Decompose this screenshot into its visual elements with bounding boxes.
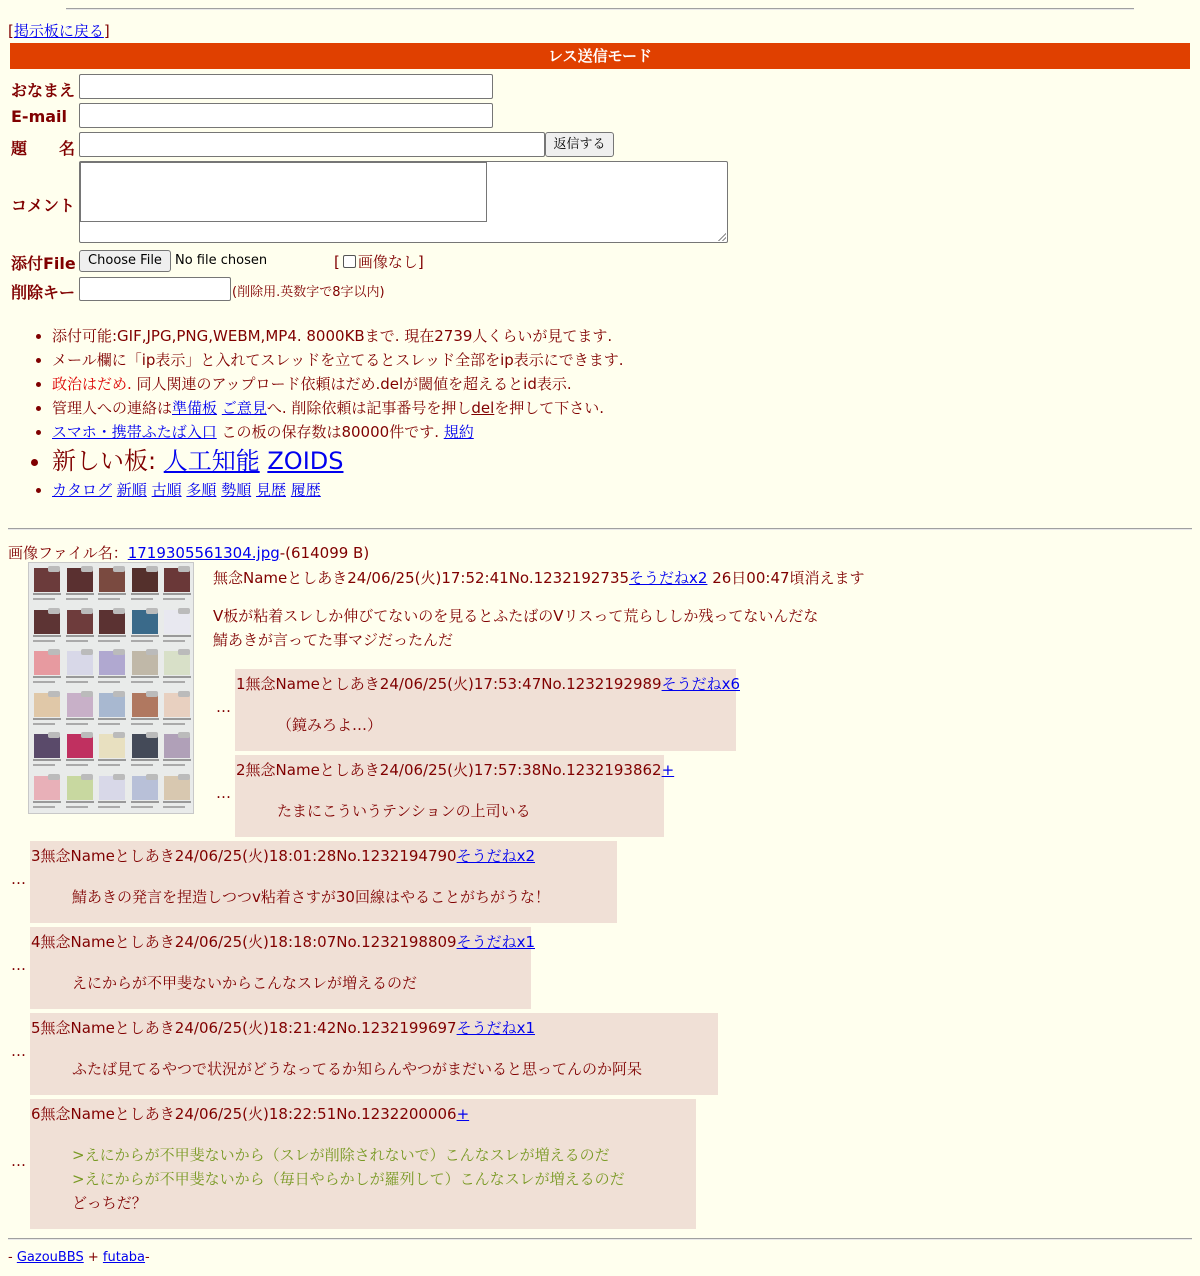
thumbnail-cell — [162, 732, 192, 770]
bottom-divider — [8, 1238, 1192, 1240]
footer: - GazouBBS + futaba- — [8, 1250, 150, 1265]
thumbnail-cell — [97, 608, 127, 646]
thumbnail-cell — [32, 732, 62, 770]
reply-header: 4無念Nameとしあき24/06/25(火)18:18:07No.1232198809そうだねx1 — [31, 933, 535, 951]
reply-sodane-link[interactable]: そうだねx1 — [456, 1019, 535, 1037]
thumbnail-cell — [32, 649, 62, 687]
op-thumbnail-image[interactable] — [28, 562, 194, 814]
note-rules: • 政治はだめ. 同人関連のアップロード依頼はだめ.delが閾値を超えるとid表示. — [52, 372, 1152, 396]
delete-key-input[interactable] — [79, 277, 231, 301]
thumbnail-cell — [97, 774, 127, 812]
thumbnail-cell — [130, 649, 160, 687]
reply-body — [72, 971, 417, 995]
reply-ellipsis: … — [11, 1152, 26, 1170]
thumbnail-cell — [130, 566, 160, 604]
image-file-link[interactable]: 1719305561304.jpg — [127, 544, 280, 562]
body-line: （鏡みろよ…） — [277, 716, 383, 734]
reply-sodane-link[interactable]: そうだねx2 — [456, 847, 535, 865]
board-notes — [28, 324, 1152, 502]
terms-link[interactable]: 規約 — [443, 423, 474, 441]
op-sodane-link[interactable]: そうだねx2 — [629, 569, 708, 587]
comment-inner-box — [80, 162, 487, 222]
zoids-board-link[interactable]: ZOIDS — [267, 447, 344, 475]
reply-body — [72, 1057, 642, 1081]
thumbnail-cell — [97, 566, 127, 604]
delete-key-note: (削除用.英数字で8字以内) — [232, 285, 385, 300]
reply-sodane-link[interactable]: そうだねx6 — [661, 675, 740, 693]
prep-board-link[interactable]: 準備板 — [172, 399, 218, 417]
choose-file-button[interactable]: Choose File — [79, 250, 171, 272]
mid-divider — [8, 528, 1192, 530]
thumbnail-cell — [162, 608, 192, 646]
quote-line: >えにからが不甲斐ないから（スレが削除されないで）こんなスレが増えるのだ — [72, 1146, 610, 1164]
back-to-board-link[interactable]: 掲示板に戻る — [13, 22, 104, 40]
catalog-link[interactable]: カタログ — [52, 481, 113, 499]
email-input[interactable] — [79, 103, 493, 128]
thumbnail-cell — [65, 732, 95, 770]
back-nav: [掲示板に戻る] — [8, 22, 110, 40]
submit-reply-button[interactable]: 返信する — [545, 132, 614, 157]
thumbnail-cell — [130, 691, 160, 729]
thumbnail-cell — [130, 774, 160, 812]
thumbnail-cell — [65, 691, 95, 729]
reply-body — [72, 1143, 625, 1215]
resize-grip-icon[interactable] — [718, 233, 726, 241]
image-file-info: 画像ファイル名：1719305561304.jpg-(614099 B) — [8, 544, 370, 562]
reply-sodane-link[interactable]: そうだねx1 — [456, 933, 535, 951]
op-header: 無念Nameとしあき24/06/25(火)17:52:41No.1232192735そうだねx2 26日00:47頃消えます — [213, 569, 865, 587]
note-mobile: • スマホ・携帯ふたば入口 この板の保存数は80000件です. 規約 — [52, 420, 1152, 444]
no-image-option: [ 画像なし] — [334, 253, 424, 271]
reply-sodane-link[interactable]: + — [661, 761, 675, 779]
reply-ellipsis: … — [216, 698, 231, 716]
reply-header: 2無念Nameとしあき24/06/25(火)17:57:38No.1232193862+ — [236, 761, 675, 779]
reply-post — [235, 669, 740, 751]
quote-line: >えにからが不甲斐ないから（毎日やらかしが羅列して）こんなスレが増えるのだ — [72, 1170, 625, 1188]
thumbnail-cell — [162, 774, 192, 812]
sort-new-link[interactable]: 新順 — [116, 481, 147, 499]
reply-sodane-link[interactable]: + — [456, 1105, 470, 1123]
thumbnail-cell — [65, 566, 95, 604]
thumbnail-cell — [65, 774, 95, 812]
body-line: えにからが不甲斐ないからこんなスレが増えるのだ — [72, 974, 418, 992]
no-image-label: 画像なし — [357, 253, 418, 271]
gazoubbs-link[interactable]: GazouBBS — [16, 1250, 84, 1265]
body-line: たまにこういうテンションの上司いる — [277, 802, 531, 820]
reply-header: 1無念Nameとしあき24/06/25(火)17:53:47No.1232192989そうだねx6 — [236, 675, 740, 693]
thumbnail-cell — [97, 732, 127, 770]
sort-old-link[interactable]: 古順 — [151, 481, 182, 499]
thumbnail-cell — [162, 649, 192, 687]
body-line: ふたば見てるやつで状況がどうなってるか知らんやつがまだいると思ってんのか阿呆 — [72, 1060, 643, 1078]
thumbnail-cell — [130, 608, 160, 646]
comment-textarea[interactable] — [79, 161, 728, 243]
body-line: どっちだ？ — [72, 1194, 147, 1212]
reply-header: 3無念Nameとしあき24/06/25(火)18:01:28No.1232194790そうだねx2 — [31, 847, 535, 865]
thumbnail-cell — [32, 774, 62, 812]
post-history-link[interactable]: 履歴 — [290, 481, 321, 499]
reply-post — [30, 1013, 718, 1095]
note-upload-limits: • 添付可能:GIF,JPG,PNG,WEBM,MP4. 8000KBまで. 現在2739人くらいが見てます. — [52, 324, 1152, 348]
subject-input[interactable] — [79, 132, 545, 157]
thumbnail-cell — [65, 649, 95, 687]
reply-ellipsis: … — [11, 870, 26, 888]
ai-board-link[interactable]: 人工知能 — [163, 447, 260, 475]
note-ip-display: • メール欄に「ip表示」と入れてスレッドを立てるとスレッド全部をip表示にできます. — [52, 348, 1152, 372]
reply-post — [30, 841, 617, 923]
no-file-text: No file chosen — [175, 253, 268, 268]
thumbnail-cell — [97, 649, 127, 687]
reply-header: 6無念Nameとしあき24/06/25(火)18:22:51No.1232200006+ — [31, 1105, 470, 1123]
reply-post — [30, 927, 535, 1009]
thumbnail-cell — [32, 566, 62, 604]
no-image-checkbox[interactable] — [343, 255, 356, 268]
note-catalog-links — [52, 478, 1152, 502]
mobile-entrance-link[interactable]: スマホ・携帯ふたば入口 — [52, 423, 217, 441]
thumbnail-cell — [97, 691, 127, 729]
feedback-link[interactable]: ご意見 — [221, 399, 267, 417]
thumbnail-cell — [32, 608, 62, 646]
note-new-boards: • 新しい板: 人工知能 ZOIDS — [52, 444, 1152, 478]
reply-body — [277, 799, 531, 823]
sort-momentum-link[interactable]: 勢順 — [221, 481, 252, 499]
delete-key-label: 削除キー — [11, 283, 76, 302]
thumbnail-cell — [162, 566, 192, 604]
reply-ellipsis: … — [11, 1042, 26, 1060]
reply-post — [235, 755, 675, 837]
thumbnail-cell — [162, 691, 192, 729]
reply-ellipsis: … — [216, 784, 231, 802]
body-line: 鯖あきの発言を捏造しつつv粘着さすが30回線はやることがちがうな！ — [72, 888, 550, 906]
op-expire-text: 26日00:47頃消えます — [707, 569, 865, 587]
sort-many-link[interactable]: 多順 — [186, 481, 217, 499]
comment-label: コメント — [11, 196, 76, 215]
del-link[interactable]: del — [471, 399, 495, 417]
viewed-history-link[interactable]: 見歴 — [255, 481, 286, 499]
name-label: おなまえ — [11, 81, 76, 100]
subject-label: 題 名 — [11, 139, 76, 158]
thumbnail-cell — [32, 691, 62, 729]
reply-body — [277, 713, 382, 737]
reply-header: 5無念Nameとしあき24/06/25(火)18:21:42No.1232199697そうだねx1 — [31, 1019, 535, 1037]
futaba-link[interactable]: futaba — [102, 1250, 146, 1265]
email-label: E-mail — [11, 107, 68, 126]
reply-ellipsis: … — [11, 956, 26, 974]
thumbnail-cell — [130, 732, 160, 770]
file-label: 添付File — [11, 254, 76, 273]
note-contact: • 管理人への連絡は準備板 ご意見へ. 削除依頼は記事番号を押しdelを押して下さい. — [52, 396, 1152, 420]
name-input[interactable] — [79, 74, 493, 99]
reply-mode-bar: レス送信モード — [10, 43, 1190, 69]
top-divider — [66, 8, 1134, 10]
thumbnail-cell — [65, 608, 95, 646]
reply-post — [30, 1099, 696, 1229]
op-body: V板が粘着スレしか伸びてないのを見るとふたばのVリスって荒らししか残ってないんだな 鯖あきが言ってた事マジだったんだ — [213, 607, 819, 649]
reply-body — [72, 885, 550, 909]
